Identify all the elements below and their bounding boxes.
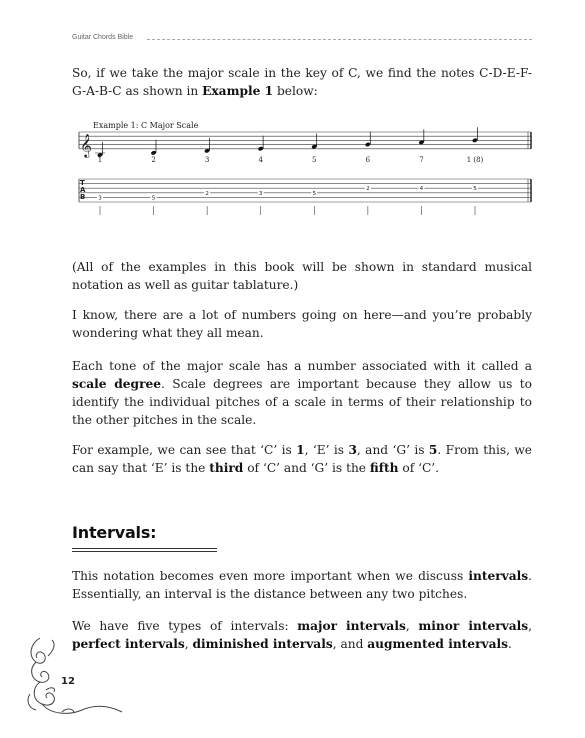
bold-term: 3 [348, 443, 357, 457]
text-run: . Essentially, an interval is the distance between any two pitches. [72, 569, 532, 601]
scale-degree-label: 7 [419, 155, 424, 164]
text-run: So, if we take the major scale in the key of C, we find the notes C-D-E-F-G-A-B-C as shown in [72, 66, 532, 98]
scale-degree-label: 4 [258, 155, 263, 164]
tab-fret-number: 5 [312, 190, 317, 197]
text-run: below: [273, 84, 318, 98]
tab-fret-number: 3 [98, 195, 102, 202]
bold-term: scale degree [72, 377, 162, 391]
treble-clef: 𝄞 [80, 132, 92, 157]
tab-fret-number: 4 [419, 186, 424, 193]
text-run: We have five types of intervals: [72, 619, 298, 633]
bold-term: augmented intervals [367, 637, 508, 651]
text-run: , [184, 637, 193, 651]
bold-term: 5 [428, 443, 438, 457]
scale-degree-label: 1 [97, 155, 103, 164]
bold-term: fifth [369, 461, 399, 475]
bold-term: intervals [468, 569, 529, 583]
scale-degree-label: 3 [204, 155, 210, 164]
text-run: of ‘C’ and ‘G’ is the [243, 461, 370, 475]
tab-fret-number: 3 [258, 190, 263, 197]
text-run: Each tone of the major scale has a number associated with it called a [72, 359, 532, 373]
tab-clef-letter: A [80, 186, 86, 194]
tab-fret-number: 5 [473, 186, 477, 193]
bold-term: diminished intervals [192, 637, 333, 651]
text-run: , and ‘G’ is [356, 443, 429, 457]
bold-term: minor intervals [418, 619, 529, 633]
scale-degree-label: 6 [365, 155, 371, 164]
text-run: of ‘C’. [398, 461, 440, 475]
music-example [70, 115, 535, 225]
header-title: Guitar Chords Bible [72, 34, 134, 41]
text-run: , ‘E’ is [304, 443, 349, 457]
tab-clef-letter: T [80, 179, 85, 187]
tab-staff [79, 179, 531, 202]
running-header [72, 34, 532, 46]
flourish-ornament [22, 634, 142, 724]
bold-term: third [209, 461, 244, 475]
scale-degree-label: 2 [151, 155, 156, 164]
text-run: . [507, 637, 512, 651]
text-run: , [405, 619, 419, 633]
text-run: . From this, we can say that ‘E’ is the [72, 443, 532, 475]
bold-term: major intervals [297, 619, 406, 633]
heading-rule [72, 548, 217, 549]
tab-clef-letter: B [80, 193, 86, 201]
text-run: I know, there are a lot of numbers going on here—and you’re probably wondering what they all mean. [72, 308, 532, 340]
page-number: 12 [61, 676, 75, 687]
heading-rule [72, 551, 217, 552]
tab-fret-number: 5 [151, 195, 156, 202]
scale-degree-label: 1 (8) [466, 155, 484, 164]
text-run: For example, we can see that ‘C’ is [72, 443, 297, 457]
section-heading: Intervals: [72, 523, 157, 542]
text-run: , [528, 619, 533, 633]
paragraph-intervals [72, 567, 532, 603]
paragraph-numbers [72, 306, 532, 342]
paragraph-intro [72, 64, 532, 100]
paragraph-scale-degree [72, 357, 532, 429]
text-run: This notation becomes even more important when we discuss [72, 569, 469, 583]
paragraph-example [72, 441, 532, 477]
text-run: , and [332, 637, 368, 651]
bold-term: perfect intervals [72, 637, 185, 651]
paragraph-notation-note [72, 258, 532, 294]
header-rule [147, 39, 532, 40]
bold-term: 1 [296, 443, 305, 457]
notation-staff [79, 132, 531, 158]
tab-fret-number: 2 [366, 186, 370, 193]
text-run: . Scale degrees are important because they allow us to identify the individual pitches of a scale in terms of their relationship to the other pitches in the scale. [72, 377, 532, 427]
example-title: Example 1: C Major Scale [93, 121, 199, 130]
bold-term: Example 1 [202, 84, 274, 98]
scale-degree-label: 5 [312, 155, 317, 164]
text-run: (All of the examples in this book will be shown in standard musical notation as well as guitar tablature.) [72, 260, 532, 292]
tab-fret-number: 2 [205, 190, 209, 197]
